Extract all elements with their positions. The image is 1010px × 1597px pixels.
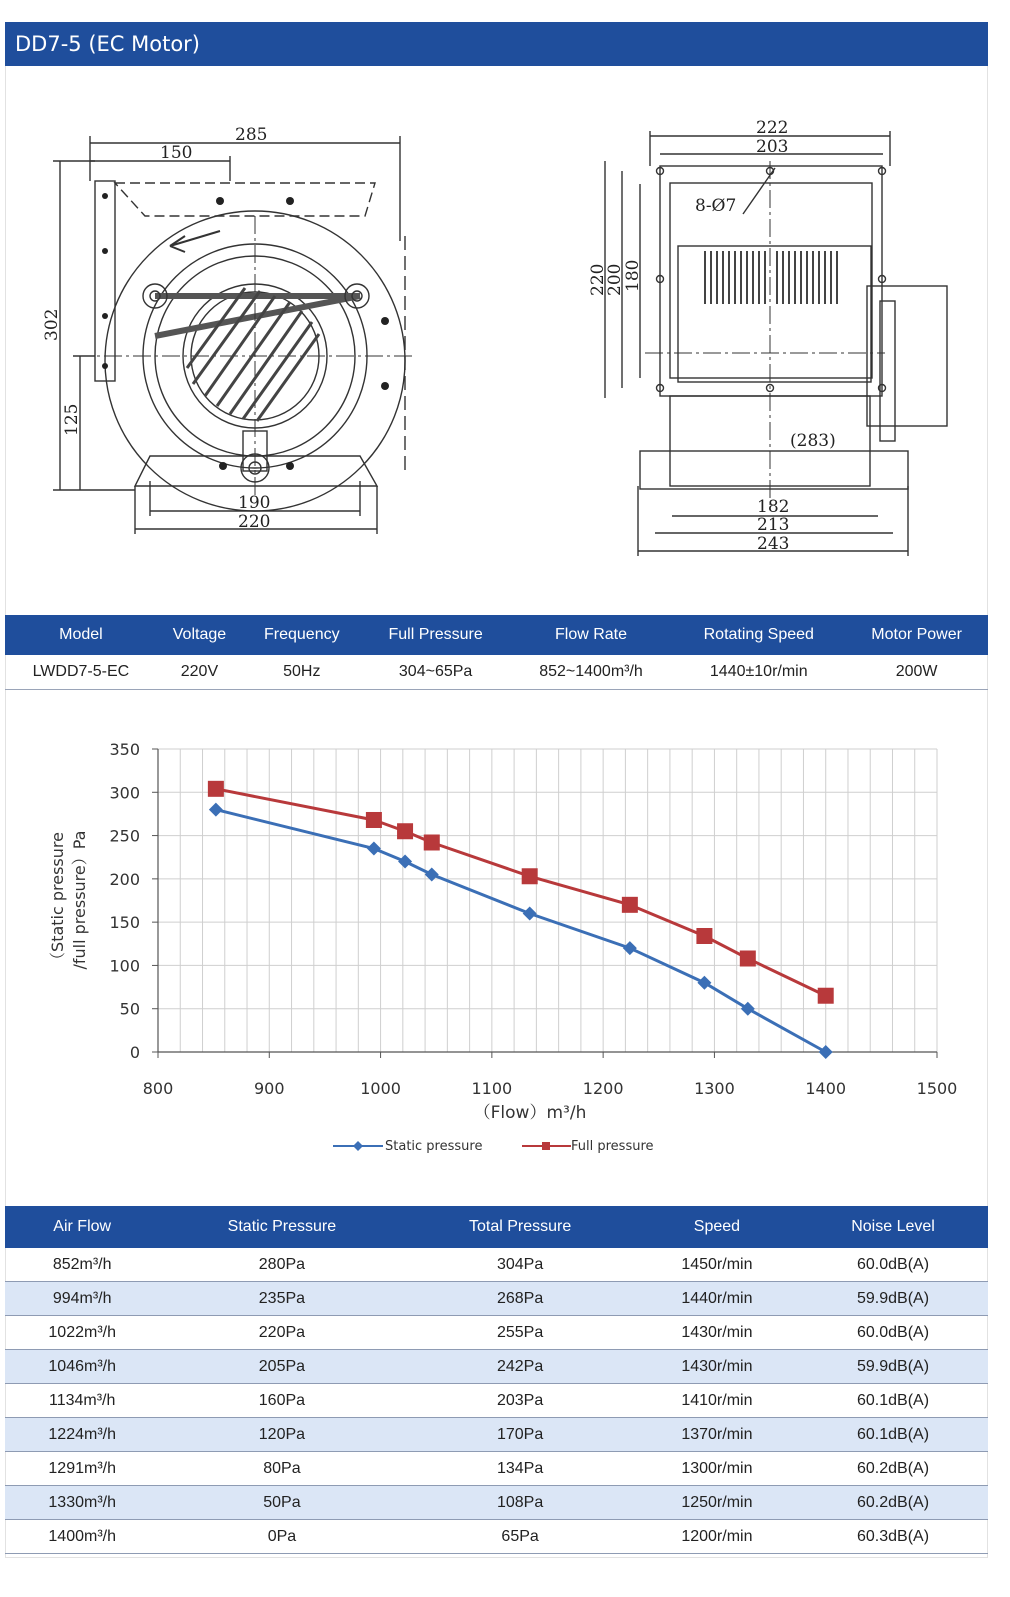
static-pressure-line: [216, 810, 826, 1052]
cell-air-flow: 1330m³/h: [5, 1486, 159, 1520]
static-pressure-point: [367, 842, 381, 856]
x-tick-label: 1000: [360, 1079, 401, 1098]
spec-row: [5, 655, 988, 690]
cell-static-pressure: 220Pa: [159, 1316, 404, 1350]
dim-200: 200: [605, 263, 625, 296]
spec-header-model: Model: [5, 615, 157, 655]
full-pressure-point: [622, 897, 638, 913]
cell-speed: 1440r/min: [636, 1282, 798, 1316]
page-title: DD7-5 (EC Motor): [5, 22, 988, 66]
full-pressure-point: [424, 834, 440, 850]
cell-static-pressure: 0Pa: [159, 1520, 404, 1554]
cell-noise-level: 60.2dB(A): [798, 1486, 988, 1520]
chart-series: [208, 781, 834, 1059]
y-tick-label: 150: [109, 913, 140, 933]
header-total-pressure: Total Pressure: [404, 1206, 635, 1248]
cell-noise-level: 60.0dB(A): [798, 1316, 988, 1350]
x-tick-label: 1300: [694, 1079, 735, 1098]
cell-speed: 1450r/min: [636, 1248, 798, 1282]
dim-220: 220: [238, 512, 271, 532]
full-pressure-line: [216, 789, 826, 996]
header-air-flow: Air Flow: [5, 1206, 159, 1248]
spec-voltage: 220V: [157, 655, 242, 690]
cell-noise-level: 60.3dB(A): [798, 1520, 988, 1554]
cell-noise-level: 59.9dB(A): [798, 1350, 988, 1384]
cell-static-pressure: 160Pa: [159, 1384, 404, 1418]
y-tick-label: 250: [109, 826, 140, 846]
legend-full-marker: [542, 1142, 550, 1150]
x-axis-label: （Flow）m³/h: [473, 1103, 587, 1123]
technical-drawings: [5, 66, 988, 615]
spec-header-frequency: Frequency: [242, 615, 361, 655]
table-row: [5, 1350, 988, 1384]
side-view: [605, 131, 947, 556]
spec-flow-rate: 852~1400m³/h: [510, 655, 673, 690]
cell-total-pressure: 170Pa: [404, 1418, 635, 1452]
cell-total-pressure: 108Pa: [404, 1486, 635, 1520]
y-axis-label-line1: （Static pressure: [48, 832, 67, 968]
cell-air-flow: 994m³/h: [5, 1282, 159, 1316]
spec-model: LWDD7-5-EC: [5, 655, 157, 690]
cell-noise-level: 60.1dB(A): [798, 1418, 988, 1452]
dim-243: 243: [757, 534, 790, 554]
table-row: [5, 1282, 988, 1316]
cell-speed: 1370r/min: [636, 1418, 798, 1452]
full-pressure-point: [522, 868, 538, 884]
header-static-pressure: Static Pressure: [159, 1206, 404, 1248]
static-pressure-point: [741, 1002, 755, 1016]
dim-125: 125: [62, 403, 82, 436]
full-pressure-point: [696, 928, 712, 944]
legend-static-marker: [353, 1141, 363, 1151]
spec-table: [5, 615, 988, 690]
y-tick-label: 100: [109, 956, 140, 976]
cell-static-pressure: 235Pa: [159, 1282, 404, 1316]
cell-air-flow: 1291m³/h: [5, 1452, 159, 1486]
x-tick-label: 1100: [471, 1079, 513, 1098]
table-row: [5, 1384, 988, 1418]
cell-noise-level: 59.9dB(A): [798, 1282, 988, 1316]
spec-header-rotating-speed: Rotating Speed: [672, 615, 845, 655]
cell-static-pressure: 120Pa: [159, 1418, 404, 1452]
spec-header-full-pressure: Full Pressure: [362, 615, 510, 655]
legend-full-label: Full pressure: [571, 1139, 654, 1154]
chart-legend: [333, 1139, 654, 1154]
dim-203: 203: [756, 137, 789, 157]
dim-222: 222: [756, 118, 789, 138]
y-tick-label: 300: [109, 783, 140, 803]
dim-302: 302: [42, 308, 62, 341]
cell-total-pressure: 255Pa: [404, 1316, 635, 1350]
static-pressure-point: [819, 1045, 833, 1059]
dim-283: (283): [790, 431, 836, 451]
cell-air-flow: 1224m³/h: [5, 1418, 159, 1452]
table-row: [5, 1452, 988, 1486]
full-pressure-point: [740, 951, 756, 967]
dim-180: 180: [623, 259, 643, 292]
cell-speed: 1250r/min: [636, 1486, 798, 1520]
cell-static-pressure: 280Pa: [159, 1248, 404, 1282]
cell-noise-level: 60.1dB(A): [798, 1384, 988, 1418]
x-tick-label: 900: [254, 1079, 285, 1098]
cell-total-pressure: 203Pa: [404, 1384, 635, 1418]
cell-air-flow: 1046m³/h: [5, 1350, 159, 1384]
y-tick-label: 200: [109, 869, 140, 889]
spec-header-voltage: Voltage: [157, 615, 242, 655]
table-row: [5, 1248, 988, 1282]
cell-total-pressure: 304Pa: [404, 1248, 635, 1282]
header-speed: Speed: [636, 1206, 798, 1248]
dim-220-side: 220: [588, 263, 608, 296]
x-tick-label: 1400: [805, 1079, 847, 1098]
full-pressure-point: [208, 781, 224, 797]
static-pressure-point: [523, 906, 537, 920]
table-row: [5, 1418, 988, 1452]
cell-speed: 1200r/min: [636, 1520, 798, 1554]
dim-8-holes: 8-Ø7: [695, 196, 737, 216]
dim-190: 190: [238, 493, 271, 513]
x-tick-label: 1200: [582, 1079, 624, 1098]
static-pressure-point: [398, 855, 412, 869]
full-pressure-point: [818, 988, 834, 1004]
cell-speed: 1300r/min: [636, 1452, 798, 1486]
side-impeller: [705, 251, 837, 304]
table-row: [5, 1520, 988, 1554]
header-noise-level: Noise Level: [798, 1206, 988, 1248]
side-holes: [657, 168, 886, 392]
cell-noise-level: 60.0dB(A): [798, 1248, 988, 1282]
spec-full-pressure: 304~65Pa: [362, 655, 510, 690]
full-pressure-point: [397, 823, 413, 839]
front-dim-labels: [42, 125, 270, 532]
performance-header-row: [5, 1206, 988, 1248]
dim-285: 285: [235, 125, 268, 145]
spec-rotating-speed: 1440±10r/min: [672, 655, 845, 690]
cell-static-pressure: 205Pa: [159, 1350, 404, 1384]
dim-182: 182: [757, 497, 790, 517]
table-row: [5, 1316, 988, 1350]
cell-total-pressure: 268Pa: [404, 1282, 635, 1316]
spec-header-flow-rate: Flow Rate: [510, 615, 673, 655]
dim-213: 213: [757, 515, 790, 535]
cell-total-pressure: 65Pa: [404, 1520, 635, 1554]
cell-air-flow: 852m³/h: [5, 1248, 159, 1282]
spec-header-motor-power: Motor Power: [845, 615, 988, 655]
y-tick-label: 0: [129, 1043, 140, 1062]
cell-noise-level: 60.2dB(A): [798, 1452, 988, 1486]
cell-speed: 1430r/min: [636, 1316, 798, 1350]
x-tick-label: 1500: [916, 1079, 958, 1098]
static-pressure-point: [697, 976, 711, 990]
spec-frequency: 50Hz: [242, 655, 361, 690]
cell-air-flow: 1400m³/h: [5, 1520, 159, 1554]
cell-air-flow: 1022m³/h: [5, 1316, 159, 1350]
chart-svg: [5, 700, 988, 1190]
cell-air-flow: 1134m³/h: [5, 1384, 159, 1418]
cell-static-pressure: 50Pa: [159, 1486, 404, 1520]
performance-table: [5, 1206, 988, 1554]
static-pressure-point: [425, 868, 439, 882]
chart-grid: [158, 749, 937, 1052]
cell-total-pressure: 242Pa: [404, 1350, 635, 1384]
drawing-svg: [5, 66, 988, 615]
cell-speed: 1410r/min: [636, 1384, 798, 1418]
performance-chart: [5, 700, 988, 1190]
full-pressure-point: [366, 812, 382, 828]
spec-motor-power: 200W: [845, 655, 988, 690]
cell-total-pressure: 134Pa: [404, 1452, 635, 1486]
spec-header-row: [5, 615, 988, 655]
y-axis-label-line2: /full pressure）Pa: [70, 830, 89, 970]
dim-150: 150: [160, 143, 193, 163]
y-tick-label: 350: [109, 740, 140, 759]
y-tick-label: 50: [119, 999, 140, 1019]
x-tick-label: 800: [142, 1079, 174, 1098]
cell-speed: 1430r/min: [636, 1350, 798, 1384]
static-pressure-point: [209, 803, 223, 817]
cell-static-pressure: 80Pa: [159, 1452, 404, 1486]
table-row: [5, 1486, 988, 1520]
legend-static-label: Static pressure: [385, 1139, 483, 1154]
